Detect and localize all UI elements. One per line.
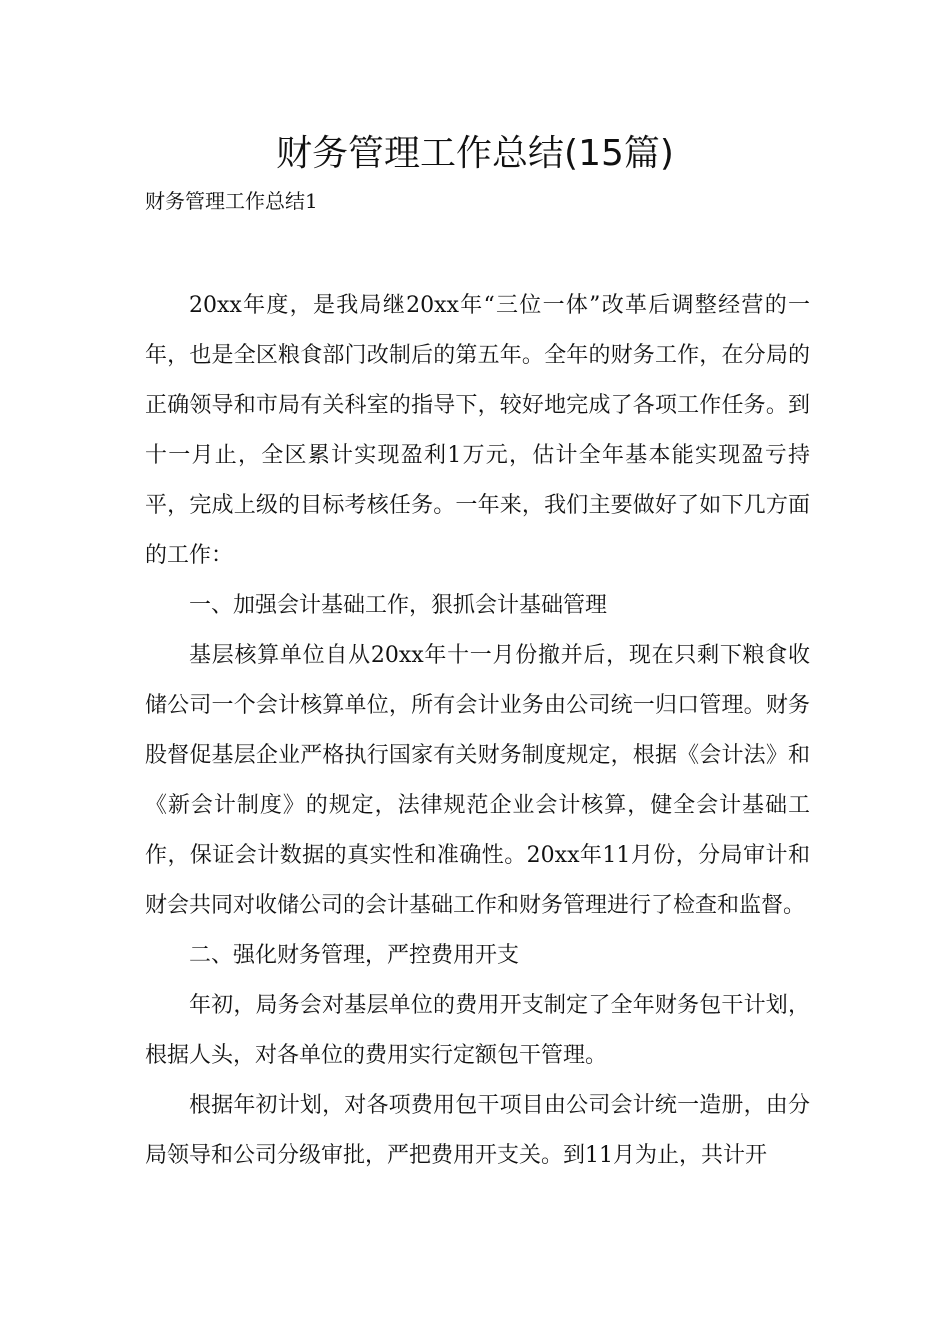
document-subtitle: 财务管理工作总结1: [145, 189, 318, 213]
document-body: [145, 281, 810, 1181]
paragraph-section-2a: 年初，局务会对基层单位的费用开支制定了全年财务包干计划，根据人头，对各单位的费用实行定额包干管理。: [145, 993, 810, 1068]
paragraph-section-1: 基层核算单位自从20xx年十一月份撤并后，现在只剩下粮食收储公司一个会计核算单位，所有会计业务由公司统一归口管理。财务股督促基层企业严格执行国家有关财务制度规定，根据《会计法》和《新会计制度》的规定，法律规范企业会计核算，健全会计基础工作，保证会计数据的真实性和准确性。20xx年11月份，分局审计和财会共同对收储公司的会计基础工作和财务管理进行了检查和监督。: [145, 643, 810, 918]
paragraph-section-2b: 根据年初计划，对各项费用包干项目由公司会计统一造册，由分局领导和公司分级审批，严把费用开支关。到11月为止，共计开: [145, 1093, 810, 1168]
section-heading-1: 一、加强会计基础工作，狠抓会计基础管理: [189, 593, 608, 618]
section-heading-2: 二、强化财务管理，严控费用开支: [189, 943, 520, 968]
document-title: 财务管理工作总结(15篇): [276, 133, 674, 174]
paragraph-intro: 20xx年度，是我局继20xx年“三位一体”改革后调整经营的一年，也是全区粮食部门改制后的第五年。全年的财务工作，在分局的正确领导和市局有关科室的指导下，较好地完成了各项工作任务。到十一月止，全区累计实现盈利1万元，估计全年基本能实现盈亏持平，完成上级的目标考核任务。一年来，我们主要做好了如下几方面的工作：: [145, 293, 810, 568]
